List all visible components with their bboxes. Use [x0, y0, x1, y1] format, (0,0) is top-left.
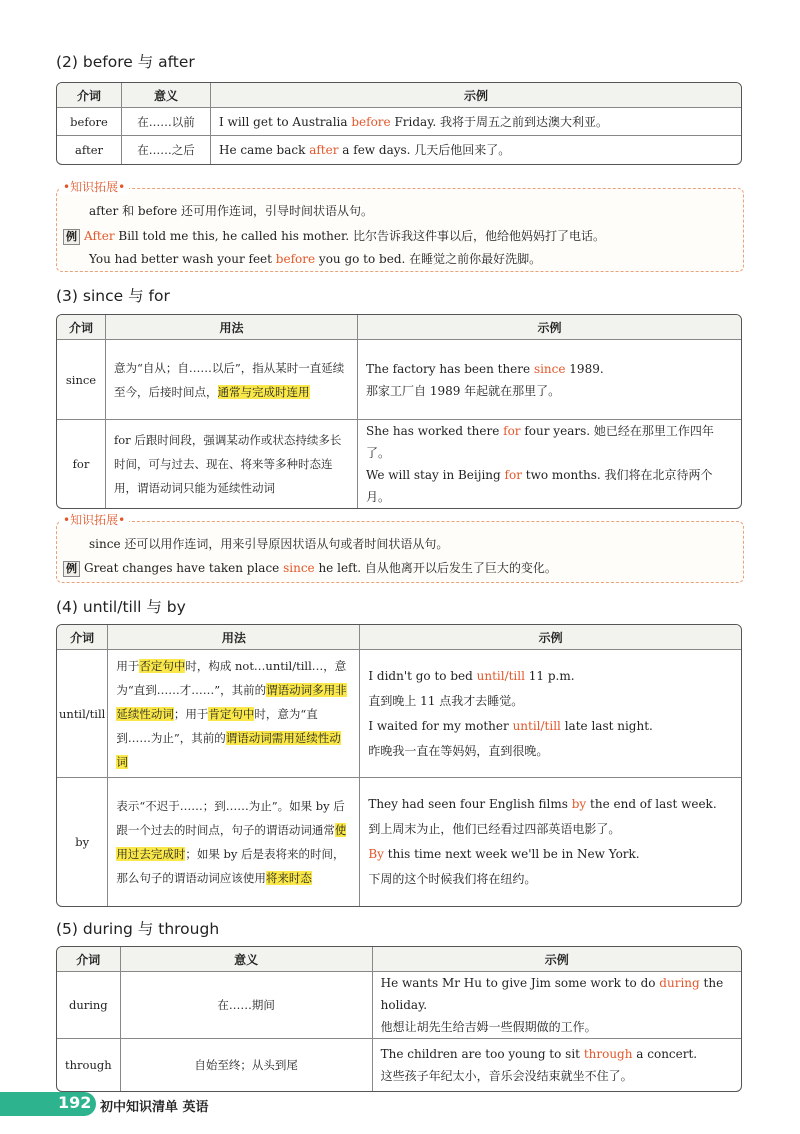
example-cell: The factory has been there since 1989. 那家工厂自 1989 年起就在那里了。 — [358, 340, 741, 420]
header-preposition: 介词 — [57, 625, 108, 650]
term-cell: after — [57, 136, 122, 164]
box-line: after 和 before 还可用作连词，引导时间状语从句。 — [89, 204, 373, 218]
header-meaning: 意义 — [121, 947, 373, 972]
table-row — [57, 340, 741, 420]
example-cell: I will get to Australia before Friday. 我将于周五之前到达澳大利亚。 — [211, 108, 741, 136]
table-row — [57, 778, 741, 906]
box-example: You had better wash your feet before you go to bed. 在睡觉之前你最好洗脚。 — [89, 252, 542, 266]
usage-cell: for 后跟时间段，强调某动作或状态持续多长时间，可与过去、现在、将来等多种时态连用，谓语动词只能为延续性动词 — [106, 420, 358, 508]
header-meaning: 意义 — [122, 83, 211, 108]
example-cell: The children are too young to sit through a concert. 这些孩子年纪太小，音乐会没结束就坐不住了。 — [380, 1047, 698, 1083]
meaning-cell: 在……之后 — [122, 136, 211, 164]
term-cell: for — [57, 420, 106, 508]
table-row — [57, 972, 741, 1039]
knowledge-box-title: •知识拓展• — [59, 178, 129, 195]
box-example: 例 After Bill told me this, he called his mother. 比尔告诉我这件事以后，他给他妈妈打了电话。 — [63, 227, 605, 245]
term-cell: during — [57, 972, 121, 1039]
term-cell: by — [57, 778, 108, 906]
during-through-table — [56, 946, 742, 1092]
example-cell: They had seen four English films by the end of last week. 到上周末为止，他们已经看过四部英语电影了。 By this time next week we'll be in New York. 下周的这个时候我们将在纽约。 — [368, 797, 717, 886]
example-cell: She has worked there for four years. 她已经在那里工作四年了。 We will stay in Beijing for two months. 我们将在北京待两个月。 — [366, 424, 714, 504]
table-row — [57, 136, 741, 164]
knowledge-box-2 — [56, 513, 744, 583]
term-cell: since — [57, 340, 106, 420]
since-for-table — [56, 314, 742, 509]
usage-cell: 意为“自从；自……以后”，指从某时一直延续至今，后接时间点，通常与完成时连用 — [106, 340, 358, 420]
example-cell: I didn't go to bed until/till 11 p.m. 直到晚上 11 点我才去睡觉。 I waited for my mother until/till late last night. 昨晚我一直在等妈妈，直到很晚。 — [360, 650, 741, 778]
book-title: 初中知识清单 英语 — [100, 1100, 209, 1115]
term-cell: until/till — [57, 650, 108, 778]
header-preposition: 介词 — [57, 83, 122, 108]
term-cell: before — [57, 108, 122, 136]
example-label: 例 — [63, 561, 80, 577]
section-title-before-after: (2) before 与 after — [56, 53, 195, 71]
header-usage: 用法 — [108, 625, 360, 650]
meaning-cell: 自始至终；从头到尾 — [121, 1039, 373, 1091]
term-cell: through — [57, 1039, 121, 1091]
box-line: since 还可以用作连词，用来引导原因状语从句或者时间状语从句。 — [89, 537, 449, 551]
usage-cell: 用于否定句中时，构成 not…until/till…，意为“直到……才……”，其前的谓语动词多用非延续性动词；用于肯定句中时，意为“直到……为止”，其前的谓语动词需用延续性动词 — [108, 650, 360, 778]
box-example: 例 Great changes have taken place since he left. 自从他离开以后发生了巨大的变化。 — [63, 559, 557, 577]
table-row — [57, 108, 741, 136]
section-title-until-by: (4) until/till 与 by — [56, 598, 186, 616]
header-preposition: 介词 — [57, 947, 121, 972]
before-after-table — [56, 82, 742, 165]
meaning-cell: 在……以前 — [122, 108, 211, 136]
table-row — [57, 1039, 741, 1091]
section-title-during-through: (5) during 与 through — [56, 920, 220, 938]
example-label: 例 — [63, 229, 80, 245]
header-preposition: 介词 — [57, 315, 106, 340]
example-cell: He wants Mr Hu to give Jim some work to do during the holiday. 他想让胡先生给吉姆一些假期做的工作。 — [373, 972, 741, 1039]
until-by-table — [56, 624, 742, 907]
header-example: 示例 — [360, 625, 741, 650]
header-example: 示例 — [358, 315, 741, 340]
table-row — [57, 420, 741, 508]
section-title-since-for: (3) since 与 for — [56, 287, 170, 305]
knowledge-box-1 — [56, 180, 744, 272]
meaning-cell: 在……期间 — [121, 972, 373, 1039]
knowledge-box-title: •知识拓展• — [59, 511, 129, 528]
header-usage: 用法 — [106, 315, 358, 340]
header-example: 示例 — [211, 83, 741, 108]
header-example: 示例 — [373, 947, 741, 972]
usage-cell: 表示“不迟于……；到……为止”。如果 by 后跟一个过去的时间点，句子的谓语动词通常使用过去完成时；如果 by 后是表将来的时间，那么句子的谓语动词应该使用将来时态 — [108, 778, 360, 906]
example-cell: He came back after a few days. 几天后他回来了。 — [219, 143, 511, 157]
table-row — [57, 650, 741, 778]
page-number: 192 — [58, 1093, 92, 1112]
